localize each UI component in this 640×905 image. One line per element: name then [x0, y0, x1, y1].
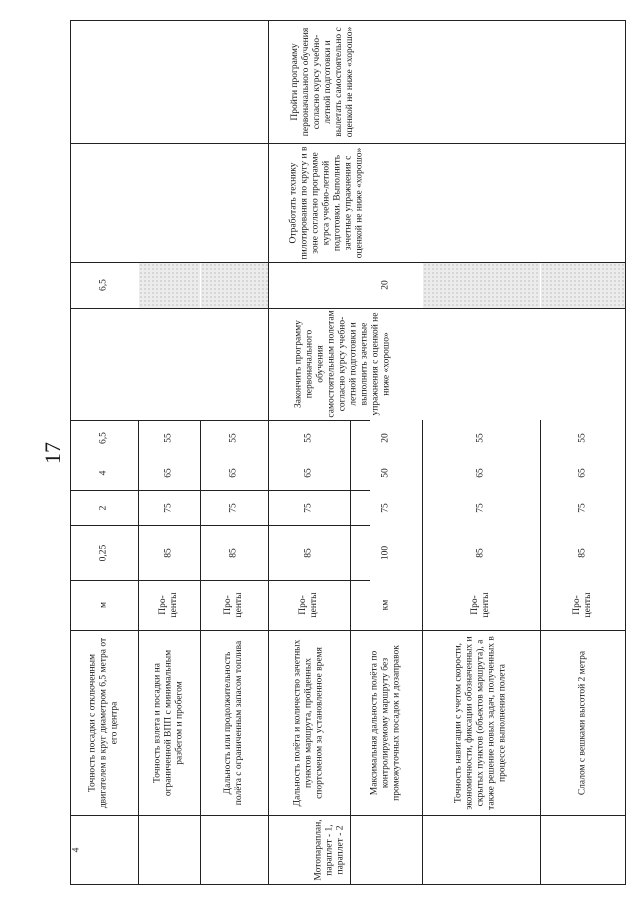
exercise-name: Мотопараплан, параплет - 1, параплет - 2	[313, 818, 346, 881]
row-value-2: 75	[303, 502, 314, 513]
row-value-3: 65	[228, 467, 239, 478]
row-unit: Про- центы	[223, 592, 244, 618]
row-value-1: 85	[163, 547, 174, 558]
row-value-1: 0,25	[98, 544, 109, 561]
row-value-1: 85	[228, 547, 239, 558]
row-value-3: 65	[303, 467, 314, 478]
shaded-cell	[201, 263, 268, 308]
row-value-3: 65	[163, 467, 174, 478]
row-value-2: 75	[163, 502, 174, 513]
table-row	[138, 630, 200, 815]
col-b-value: 6,5	[98, 279, 109, 291]
row-value-4: 55	[475, 432, 486, 443]
requirement-c: Пройти программу первоначального обучения согласно курсу учебно-летной подготовки и вылетать самостоятельно с оценкой не ниже «хорошо»	[290, 26, 355, 137]
exercise-name-cell	[300, 815, 360, 884]
shaded-cell	[541, 263, 625, 308]
shaded-cell	[139, 263, 200, 308]
row-value-4: 20	[380, 432, 391, 443]
row-name: Точность взлета и посадки на ограниченной ВПП с минимальным разбегом и пробегом	[152, 649, 185, 796]
row-value-2: 75	[228, 502, 239, 513]
row-name: Дальность полёта и количество зачетных пунктов маршрута, пройденных спортсменом за установленное время	[292, 639, 325, 806]
row-unit: км	[380, 599, 391, 611]
row-value-3: 65	[577, 467, 587, 478]
row-name: Слалом с вешками высотой 2 метра	[577, 650, 587, 795]
row-unit: Про- центы	[298, 592, 319, 618]
row-value-2: 75	[577, 502, 587, 513]
row-value-1: 85	[475, 547, 486, 558]
row-value-4: 6,5	[98, 431, 109, 444]
row-value-1: 85	[303, 547, 314, 558]
row-name: Точность навигации с учетом скорости, экономичности, фиксации обозначенных и скрытых пунктов (объектов маршрута), а также решение новых задач, полученных в процессе выполнения полета	[453, 635, 508, 810]
unit-cell	[70, 580, 138, 630]
row-unit: м	[98, 602, 109, 609]
row-unit: Про- центы	[571, 592, 593, 618]
row-value-3: 50	[380, 467, 391, 478]
table-row	[422, 630, 540, 815]
shaded-cell	[423, 263, 540, 308]
row-unit: Про- центы	[470, 592, 491, 618]
row-name: Дальность или продолжительность полёта с ограниченным запасом топлива	[223, 640, 244, 805]
row-value-2: 75	[380, 502, 391, 513]
exercise-number: 4	[71, 847, 82, 852]
row-unit: Про- центы	[158, 592, 179, 618]
requirement-c-cell	[268, 20, 378, 143]
requirement-b: Отработать технику пилотирования по кругу и в зоне согласно программе курса учебно-летной подготовки. Выполнить зачетные упражнения с оценкой не ниже «хорошо»	[288, 146, 365, 259]
row-value-3: 4	[98, 470, 109, 475]
row-value-1: 100	[380, 545, 391, 560]
row-name: Точность посадки с отключенным двигателем в круг диаметром 6,5 метра от его центра	[87, 637, 120, 808]
row-value-3: 65	[475, 467, 486, 478]
requirement-b-cell	[268, 143, 386, 262]
row-value-4: 55	[228, 432, 239, 443]
row-name: Максимальная дальность полёта по контролируемому маршруту без промежуточных посадок и дозаправок	[369, 644, 402, 801]
row-value-1: 85	[577, 547, 587, 558]
requirement-a: Закончить программу первоначального обучения самостоятельным полетам согласно курсу учебно-летной подготовки и выполнить зачетные упражнения с оценкой не ниже «хорошо»	[293, 310, 392, 418]
table-row	[268, 630, 350, 815]
table-row	[200, 630, 268, 815]
row-value-4: 55	[163, 432, 174, 443]
table-row	[540, 630, 625, 815]
table-row	[70, 630, 138, 815]
row-value-4: 55	[303, 432, 314, 443]
row-value-2: 75	[475, 502, 486, 513]
col-b-value: 20	[380, 280, 391, 290]
row-value-2: 2	[98, 505, 109, 510]
page-number: 17	[40, 442, 65, 464]
requirement-a-cell	[268, 308, 418, 420]
row-value-4: 55	[577, 432, 587, 443]
table-row	[350, 630, 422, 815]
